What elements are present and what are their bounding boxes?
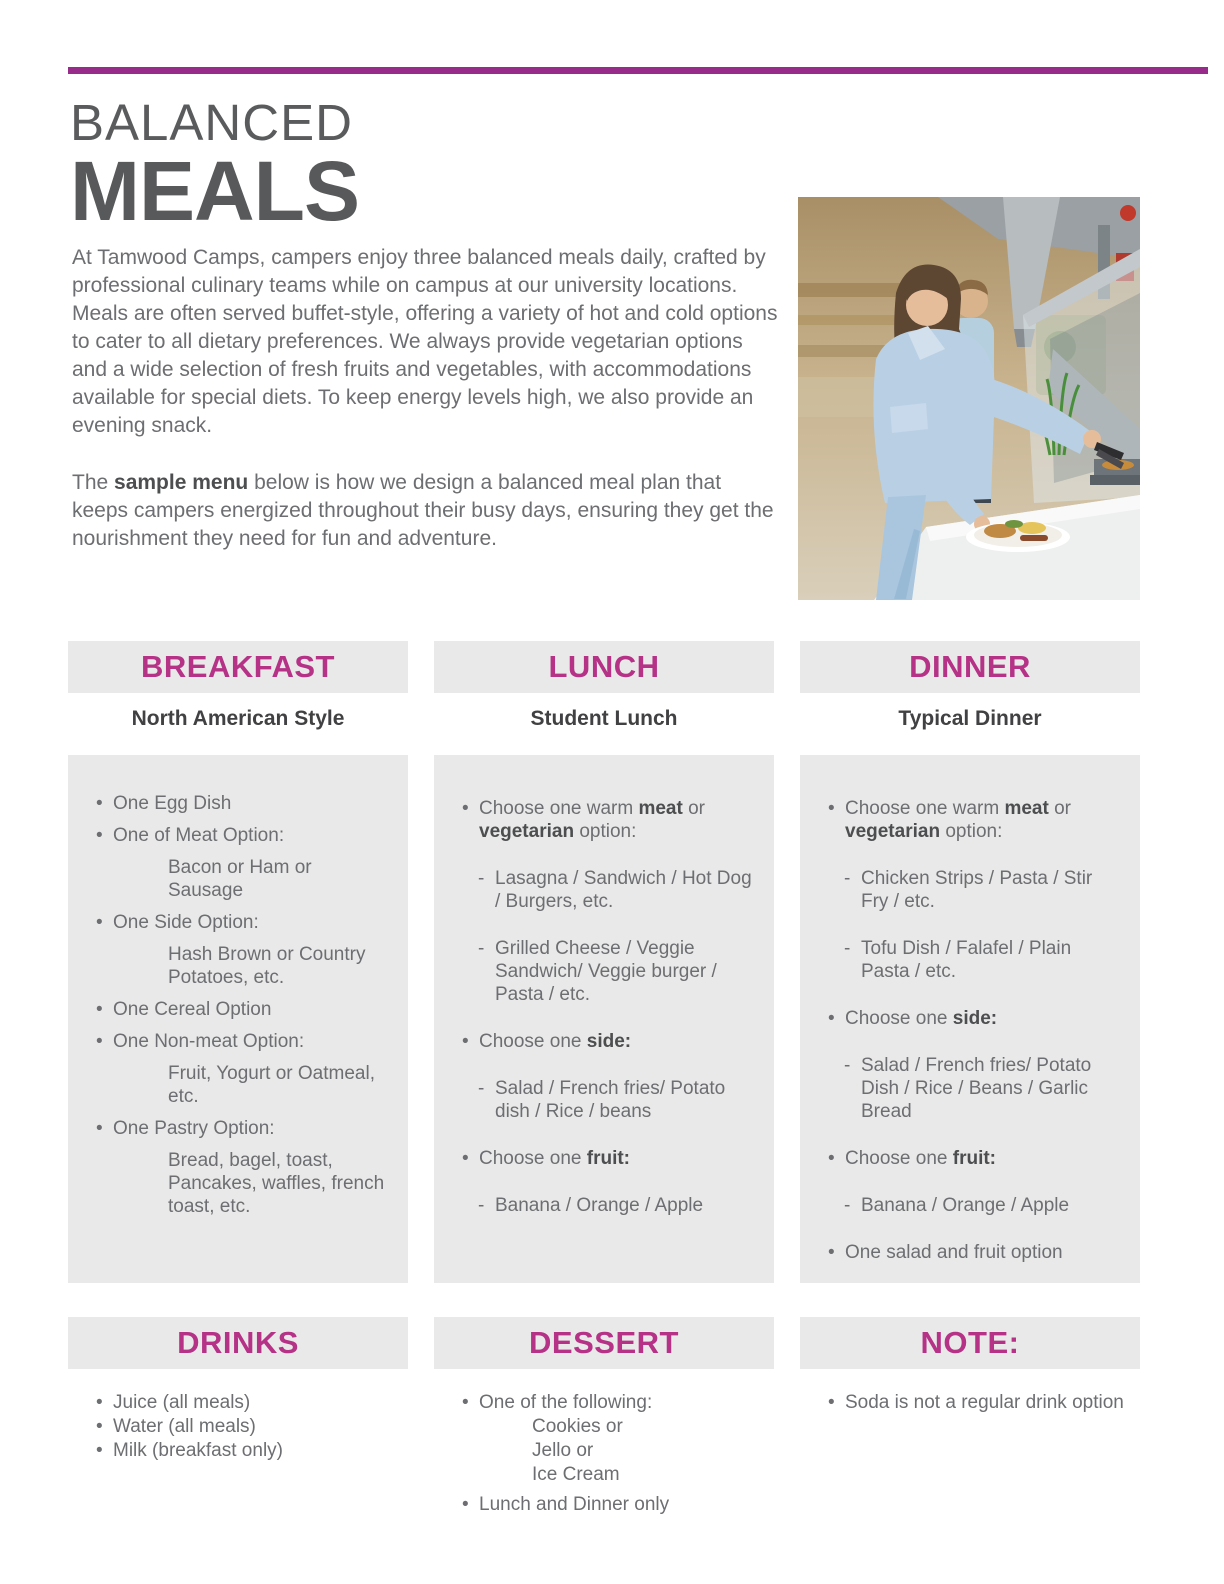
list-item [462, 937, 754, 1006]
list-item [462, 1391, 764, 1414]
list-marker: • [96, 912, 103, 933]
list-marker: • [828, 1008, 835, 1029]
lunch-section [434, 641, 774, 1283]
list-item-text: One Side Option: [113, 912, 259, 933]
list-item [96, 998, 388, 1021]
list-item [96, 1030, 388, 1053]
list-item [96, 1439, 398, 1462]
list-marker: - [844, 938, 851, 959]
accent-rule [68, 67, 1208, 74]
cafeteria-photo-illustration [798, 197, 1140, 600]
list-item-text: Salad / French fries/ Potato Dish / Rice / Beans / Garlic Bread [861, 1055, 1092, 1122]
list-item [96, 856, 388, 902]
list-item-text: Choose one fruit: [845, 1148, 997, 1169]
list-item-text: Jello or [532, 1440, 594, 1461]
list-item [462, 1493, 764, 1516]
intro-paragraph-1: At Tamwood Camps, campers enjoy three balanced meals daily, crafted by professional culinary teams while on campus at our university locations. Meals are often served buffet-style, offering a variety of hot and cold options to cater to all dietary preferences. We always provide vegetarian options and a wide selection of fresh fruits and vegetables, with accommodations available for special diets. To keep energy levels high, we also provide an evening snack. [72, 246, 778, 437]
list-item [96, 1117, 388, 1140]
list-item [828, 1054, 1120, 1123]
list-marker: • [828, 1242, 835, 1263]
list-item [462, 1463, 764, 1486]
list-item [96, 1062, 388, 1108]
list-item-text: Banana / Orange / Apple [495, 1195, 704, 1216]
list-item-text: Juice (all meals) [113, 1392, 251, 1413]
list-marker: - [478, 938, 485, 959]
list-marker: • [96, 1118, 103, 1139]
list-item-text: Chicken Strips / Pasta / Stir Fry / etc. [861, 868, 1093, 912]
list-item [462, 1439, 764, 1462]
breakfast-header: BREAKFAST [68, 641, 408, 693]
list-item-text: One Non-meat Option: [113, 1031, 305, 1052]
list-item-text: Salad / French fries/ Potato dish / Rice / beans [495, 1078, 726, 1122]
list-item-text: Cookies or [532, 1416, 623, 1437]
list-item-text: Soda is not a regular drink option [845, 1392, 1124, 1413]
lunch-subtitle: Student Lunch [530, 707, 678, 730]
list-item [828, 1007, 1120, 1030]
list-item-text: One of the following: [479, 1392, 653, 1413]
list-item-text: Lasagna / Sandwich / Hot Dog / Burgers, etc. [495, 868, 752, 912]
list-item [828, 1147, 1120, 1170]
list-item-text: Choose one side: [845, 1008, 998, 1029]
dinner-section [800, 641, 1140, 1283]
breakfast-section [68, 641, 408, 1283]
list-marker: • [96, 1392, 103, 1413]
list-item-text: Bacon or Ham or Sausage [168, 857, 312, 901]
list-marker: • [462, 1148, 469, 1169]
list-item-text: Fruit, Yogurt or Oatmeal, etc. [168, 1063, 375, 1107]
dinner-subtitle: Typical Dinner [898, 707, 1042, 730]
list-marker: - [478, 1078, 485, 1099]
list-item [462, 1077, 754, 1123]
list-marker: • [462, 1392, 469, 1413]
list-item-text: Choose one warm meat or vegetarian option: [845, 798, 1072, 842]
drinks-list [68, 1391, 408, 1462]
sample-menu-emphasis: sample menu [114, 471, 249, 494]
list-marker: - [478, 868, 485, 889]
list-item-text: Ice Cream [532, 1464, 620, 1485]
list-item-text: One of Meat Option: [113, 825, 285, 846]
lunch-header: LUNCH [434, 641, 774, 693]
list-item-text: One Egg Dish [113, 793, 232, 814]
list-marker: • [96, 999, 103, 1020]
list-item [96, 1149, 388, 1218]
list-marker: • [96, 1416, 103, 1437]
dinner-header: DINNER [800, 641, 1140, 693]
list-item [96, 1391, 398, 1414]
list-item-text: Choose one warm meat or vegetarian option: [479, 798, 706, 842]
list-item [828, 1391, 1130, 1414]
list-marker: • [462, 798, 469, 819]
list-item-text: Lunch and Dinner only [479, 1494, 670, 1515]
list-item [462, 1147, 754, 1170]
note-header: NOTE: [800, 1317, 1140, 1369]
list-item [462, 867, 754, 913]
dessert-header: DESSERT [434, 1317, 774, 1369]
list-marker: • [462, 1494, 469, 1515]
note-section [800, 1317, 1140, 1415]
list-item [462, 1194, 754, 1217]
list-marker: • [462, 1031, 469, 1052]
list-item [96, 943, 388, 989]
list-item-text: Bread, bagel, toast, Pancakes, waffles, french toast, etc. [168, 1150, 385, 1217]
intro-p2-pre: The [72, 471, 115, 494]
list-item-text: Choose one side: [479, 1031, 632, 1052]
list-item [828, 1194, 1120, 1217]
drinks-section [68, 1317, 408, 1463]
breakfast-subtitle: North American Style [131, 707, 345, 730]
list-marker: - [844, 868, 851, 889]
list-item-text: One Cereal Option [113, 999, 272, 1020]
list-item [828, 1241, 1120, 1264]
list-item [96, 792, 388, 815]
list-marker: - [844, 1195, 851, 1216]
list-item-text: Hash Brown or Country Potatoes, etc. [168, 944, 366, 988]
cafeteria-buffet-photo [798, 197, 1140, 600]
breakfast-list [68, 755, 408, 1283]
intro-p2-post: below is how we design a balanced meal plan that keeps campers energized throughout their busy days, ensuring they get the nourishment they need for fun and adventure. [72, 471, 774, 550]
list-item [462, 1030, 754, 1053]
title-line-meals: MEALS [70, 144, 359, 239]
list-item-text: Choose one fruit: [479, 1148, 631, 1169]
list-item-text: Banana / Orange / Apple [861, 1195, 1070, 1216]
page-title [70, 94, 359, 239]
list-item [828, 797, 1120, 843]
dinner-list [800, 755, 1140, 1283]
list-item [96, 824, 388, 847]
note-list [800, 1391, 1140, 1414]
list-item-text: One Pastry Option: [113, 1118, 275, 1139]
list-item [462, 1415, 764, 1438]
list-marker: - [844, 1055, 851, 1076]
list-marker: • [96, 825, 103, 846]
list-item-text: One salad and fruit option [845, 1242, 1063, 1263]
list-marker: • [828, 1148, 835, 1169]
list-item [96, 1415, 398, 1438]
list-item [462, 797, 754, 843]
title-line-balanced: BALANCED [70, 94, 353, 151]
list-item-text: Water (all meals) [113, 1416, 256, 1437]
list-item-text: Tofu Dish / Falafel / Plain Pasta / etc. [861, 938, 1072, 982]
list-marker: • [828, 1392, 835, 1413]
list-item [828, 937, 1120, 983]
dessert-list [434, 1391, 774, 1516]
intro-text [72, 244, 778, 553]
list-item-text: Grilled Cheese / Veggie Sandwich/ Veggie burger / Pasta / etc. [495, 938, 717, 1005]
list-marker: - [478, 1195, 485, 1216]
intro-paragraph-2 [72, 469, 778, 553]
list-item-text: Milk (breakfast only) [113, 1440, 283, 1461]
list-item [96, 911, 388, 934]
list-marker: • [96, 793, 103, 814]
lunch-list [434, 755, 774, 1283]
list-marker: • [828, 798, 835, 819]
dessert-section [434, 1317, 774, 1517]
list-marker: • [96, 1440, 103, 1461]
list-marker: • [96, 1031, 103, 1052]
list-item [828, 867, 1120, 913]
drinks-header: DRINKS [68, 1317, 408, 1369]
